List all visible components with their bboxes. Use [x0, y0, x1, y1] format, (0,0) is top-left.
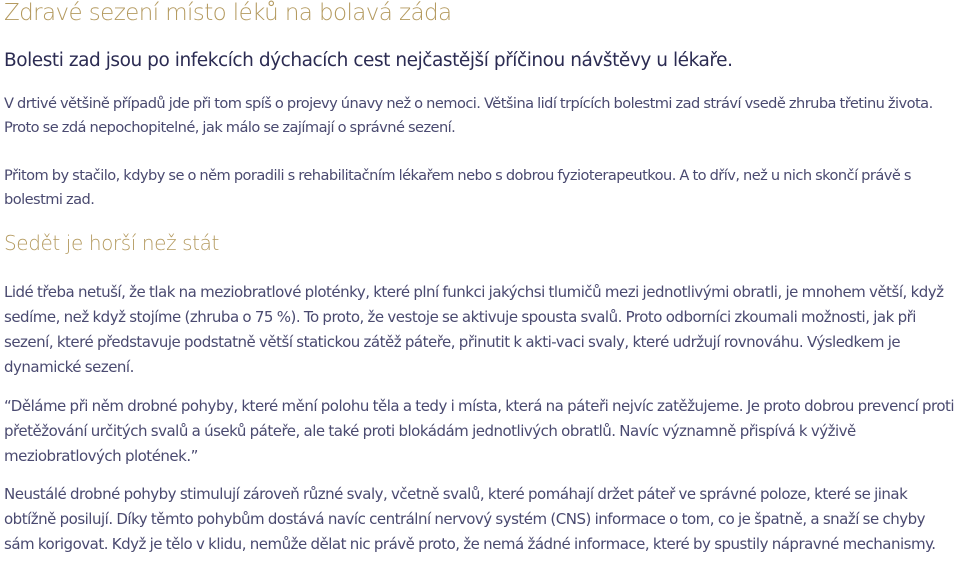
article-title: Zdravé sezení místo léků na bolavá záda: [4, 0, 452, 26]
closing-paragraph: Neustálé drobné pohyby stimulují zároveň různé svaly, včetně svalů, které pomáhají držet páteř ve správné poloze, které se jinak obtížně posilují. Díky těmto pohybům dostává navíc centrální nervový systém (CNS) informace o tom, co je špatně, a snaží se chyby sám korigovat. Když je tělo v klidu, nemůže dělat nic právě proto, že nemá žádné informace, které by spustily nápravné mechanismy.: [4, 485, 936, 553]
section-heading: Sedět je horší než stát: [4, 231, 219, 255]
quote-paragraph: “Děláme při něm drobné pohyby, které mění polohu těla a tedy i místa, která na páteři nejvíc zatěžujeme. Je proto dobrou prevencí proti přetěžování určitých svalů a úseků páteře, ale také proti blokádám jednotlivých obratlů. Navíc významně přispívá k výživě meziobratlových plotének.”: [4, 397, 955, 465]
section-paragraph: Lidé třeba netuší, že tlak na meziobratlové ploténky, které plní funkci jakýchsi tlumičů mezi jednotlivými obratli, je mnohem větší, když sedíme, než když stojíme (zhruba o 75 %). To proto, že vestoje se aktivuje spousta svalů. Proto odborníci zkoumali možnosti, jak při sezení, které představuje podstatně větší statickou zátěž páteře, přinutit k akti-vaci svaly, které udržují rovnováhu. Výsledkem je dynamické sezení.: [4, 283, 944, 376]
intro-paragraph: V drtivé většině případů jde při tom spíš o projevy únavy než o nemoci. Většina lidí trpících bolestmi zad stráví vsedě zhruba třetinu života. Proto se zdá nepochopitelné, jak málo se zajímají o správné sezení.: [4, 95, 933, 136]
article-subtitle: Bolesti zad jsou po infekcích dýchacích cest nejčastější příčinou návštěvy u lékaře.: [4, 50, 733, 71]
advice-paragraph: Přitom by stačilo, kdyby se o něm poradili s rehabilitačním lékařem nebo s dobrou fyzioterapeutkou. A to dřív, než u nich skončí právě s bolestmi zad.: [4, 167, 911, 208]
